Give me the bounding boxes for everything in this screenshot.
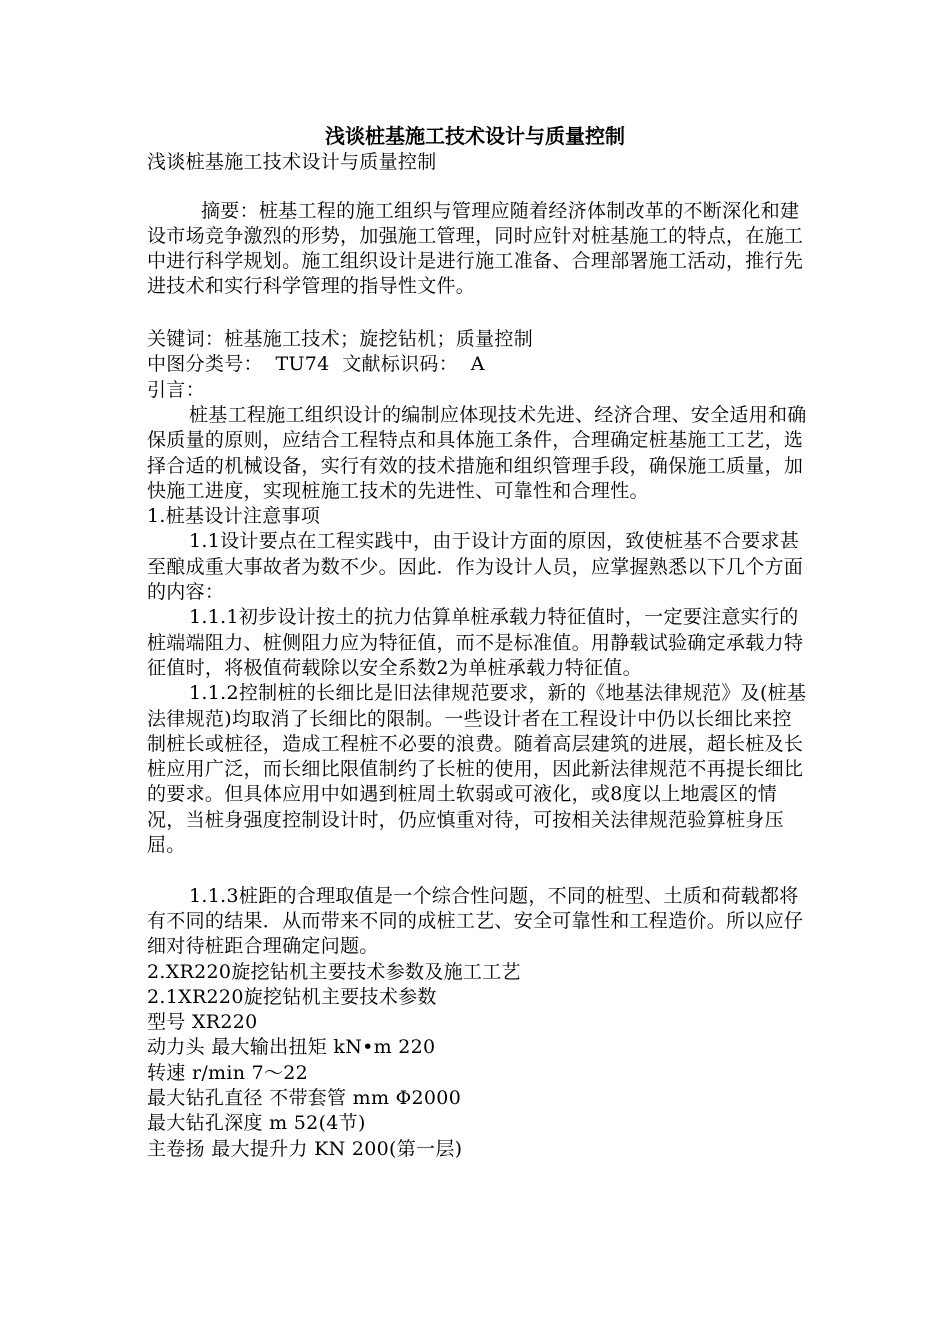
document-subtitle: 浅谈桩基施工技术设计与质量控制 [147,151,437,173]
classification-line: 中图分类号： TU74 文献标识码： A [147,353,485,376]
spec-speed: 转速 r/min 7～22 [147,1061,309,1084]
keywords-line: 关键词：桩基施工技术；旋挖钻机；质量控制 [147,328,534,351]
blank-line [147,175,807,200]
abstract-paragraph: 摘要：桩基工程的施工组织与管理应随着经济体制改革的不断深化和建设市场竞争激烈的形势，加强施工管理，同时应针对桩基施工的特点，在施工中进行科学规划。施工组织设计是进行施工准备、合理部署施工活动，推行先进技术和实行科学管理的指导性文件。 [147,199,804,298]
spec-diameter: 最大钻孔直径 不带套管 mm Φ2000 [147,1086,462,1109]
section-1-1-paragraph: 1.1设计要点在工程实践中，由于设计方面的原因，致使桩基不合要求甚至酿成重大事故者为数不少。因此．作为设计人员，应掌握熟悉以下几个方面的内容： [147,530,804,604]
blank-line [147,858,807,883]
blank-line [147,300,807,325]
section-1-1-1-paragraph: 1.1.1初步设计按土的抗力估算单桩承载力特征值时，一定要注意实行的桩端端阻力、桩侧阻力应为特征值，而不是标准值。用静载试验确定承载力特征值时，将极值荷载除以安全系数2为单桩承载力特征值。 [147,606,804,679]
intro-heading: 引言： [147,378,205,401]
section-1-heading: 1.桩基设计注意事项 [147,505,321,528]
section-2-heading: 2.XR220旋挖钻机主要技术参数及施工工艺 [147,960,521,983]
spec-torque: 动力头 最大输出扭矩 kN•m 220 [147,1036,436,1059]
document-body [147,150,807,1162]
document-title: 浅谈桩基施工技术设计与质量控制 [325,124,625,148]
section-2-1-heading: 2.1XR220旋挖钻机主要技术参数 [147,985,437,1008]
spec-model: 型号 XR220 [147,1011,258,1034]
section-1-1-2-paragraph: 1.1.2控制桩的长细比是旧法律规范要求，新的《地基法律规范》及(桩基法律规范)均取消了长细比的限制。一些设计者在工程设计中仍以长细比来控制桩长或桩径，造成工程桩不必要的浪费。随着高层建筑的进展，超长桩及长桩应用广泛，而长细比限值制约了长桩的使用，因此新法律规范不再提长细比的要求。但具体应用中如遇到桩周土软弱或可液化，或8度以上地震区的情况，当桩身强度控制设计时，仍应慎重对待，可按相关法律规范验算桩身压屈。 [147,682,807,857]
spec-winch: 主卷扬 最大提升力 KN 200(第一层) [147,1137,463,1160]
spec-depth: 最大钻孔深度 m 52(4节) [147,1112,366,1135]
intro-paragraph: 桩基工程施工组织设计的编制应体现技术先进、经济合理、安全适用和确保质量的原则，应结合工程特点和具体施工条件，合理确定桩基施工工艺，选择合适的机械设备，实行有效的技术措施和组织管理手段，确保施工质量，加快施工进度，实现桩施工技术的先进性、可靠性和合理性。 [147,403,807,502]
section-1-1-3-paragraph: 1.1.3桩距的合理取值是一个综合性问题，不同的桩型、土质和荷载都将有不同的结果．从而带来不同的成桩工艺、安全可靠性和工程造价。所以应仔细对待桩距合理确定问题。 [147,884,804,958]
